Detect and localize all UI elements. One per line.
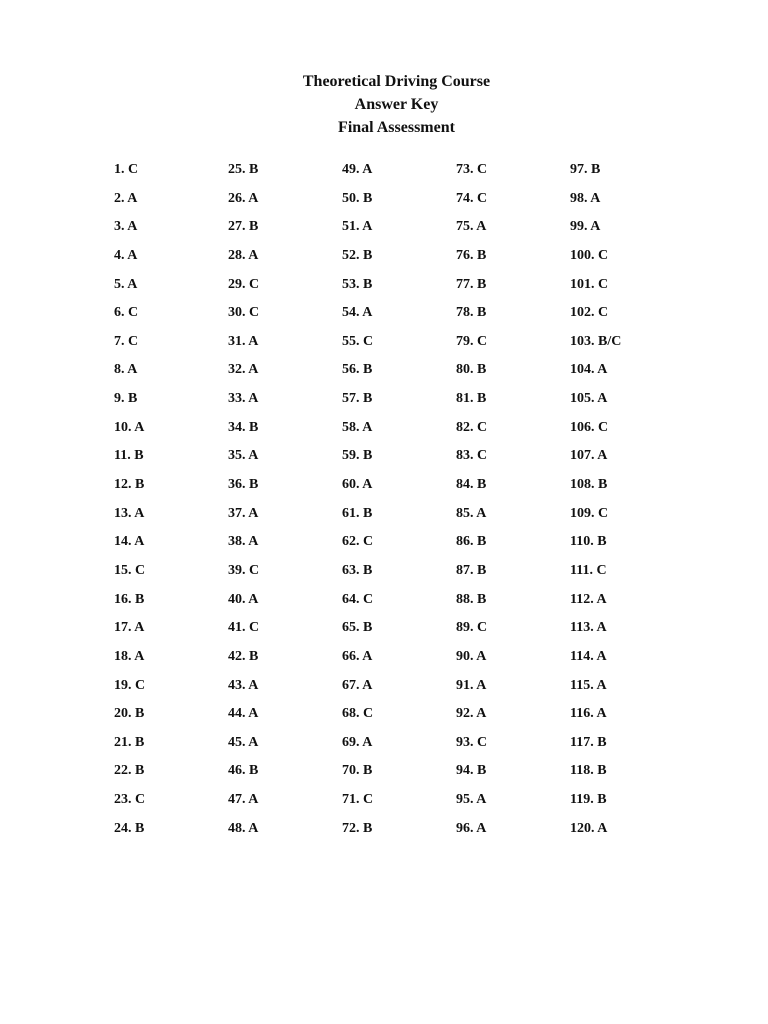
answer-item: 93. C	[456, 734, 488, 750]
answer-item: 46. B	[228, 763, 259, 779]
answer-item: 52. B	[342, 247, 373, 263]
answer-item: 84. B	[456, 477, 487, 493]
answer-item: 79. C	[456, 333, 488, 349]
answer-item: 73. C	[456, 162, 488, 177]
answer-item: 53. B	[342, 276, 373, 292]
answer-item: 86. B	[456, 534, 487, 550]
answer-item: 92. A	[456, 706, 487, 722]
answer-item: 63. B	[342, 562, 373, 578]
answer-item: 112. A	[570, 591, 607, 607]
answer-key-heading: Answer Key	[354, 96, 439, 113]
course-title: Theoretical Driving Course	[302, 73, 491, 90]
answer-item: 65. B	[342, 620, 373, 636]
answer-item: 69. A	[342, 734, 373, 750]
answer-item: 3. A	[114, 219, 138, 235]
answer-item: 99. A	[570, 219, 601, 235]
answer-item: 80. B	[456, 362, 487, 378]
answer-item: 96. A	[456, 820, 487, 836]
answer-item: 57. B	[342, 391, 373, 407]
answer-item: 6. C	[114, 305, 139, 321]
answer-item: 117. B	[570, 734, 607, 750]
answer-item: 38. A	[228, 534, 259, 550]
answer-item: 87. B	[456, 562, 487, 578]
answer-item: 31. A	[228, 333, 259, 349]
answer-item: 118. B	[570, 763, 607, 779]
answer-item: 44. A	[228, 706, 259, 722]
answer-item: 89. C	[456, 620, 488, 636]
answer-item: 119. B	[570, 792, 607, 808]
answer-item: 29. C	[228, 276, 260, 292]
answer-item: 70. B	[342, 763, 373, 779]
answer-item: 1. C	[114, 162, 139, 177]
answer-item: 94. B	[456, 763, 487, 779]
answer-item: 40. A	[228, 591, 259, 607]
answer-item: 114. A	[570, 648, 607, 664]
answer-item: 23. C	[114, 792, 146, 808]
answer-item: 30. C	[228, 305, 260, 321]
answer-item: 72. B	[342, 820, 373, 836]
answer-column-3	[342, 158, 452, 845]
answer-item: 107. A	[570, 448, 608, 464]
answer-item: 25. B	[228, 162, 259, 177]
answer-item: 59. B	[342, 448, 373, 464]
answer-item: 33. A	[228, 391, 259, 407]
answer-item: 14. A	[114, 534, 145, 550]
answer-item: 22. B	[114, 763, 145, 779]
answer-item: 101. C	[570, 276, 609, 292]
answer-item: 61. B	[342, 505, 373, 521]
answer-item: 50. B	[342, 190, 373, 206]
answer-item: 28. A	[228, 247, 259, 263]
answer-item: 13. A	[114, 505, 145, 521]
answer-item: 104. A	[570, 362, 608, 378]
document-title	[0, 70, 768, 139]
answer-item: 17. A	[114, 620, 145, 636]
answer-item: 60. A	[342, 477, 373, 493]
answer-item: 42. B	[228, 648, 259, 664]
answer-item: 45. A	[228, 734, 259, 750]
answer-item: 26. A	[228, 190, 259, 206]
answer-item: 5. A	[114, 276, 138, 292]
answer-item: 27. B	[228, 219, 259, 235]
answer-column-4	[456, 158, 566, 845]
answer-item: 32. A	[228, 362, 259, 378]
answer-item: 19. C	[114, 677, 146, 693]
answer-item: 54. A	[342, 305, 373, 321]
answer-item: 11. B	[114, 448, 144, 464]
answer-item: 36. B	[228, 477, 259, 493]
answer-item: 98. A	[570, 190, 601, 206]
answer-item: 67. A	[342, 677, 373, 693]
answer-item: 120. A	[570, 820, 608, 836]
answer-item: 74. C	[456, 190, 488, 206]
assessment-subtitle: Final Assessment	[338, 119, 455, 136]
answer-item: 103. B/C	[570, 333, 622, 349]
answer-item: 15. C	[114, 562, 146, 578]
answer-item: 4. A	[114, 247, 138, 263]
answer-item: 10. A	[114, 419, 145, 435]
answer-item: 116. A	[570, 706, 607, 722]
answer-item: 39. C	[228, 562, 260, 578]
answer-item: 8. A	[114, 362, 138, 378]
answer-item: 90. A	[456, 648, 487, 664]
answer-item: 48. A	[228, 820, 259, 836]
answer-item: 12. B	[114, 477, 145, 493]
answer-item: 34. B	[228, 419, 259, 435]
answer-grid	[0, 158, 768, 848]
answer-item: 64. C	[342, 591, 374, 607]
answer-item: 105. A	[570, 391, 608, 407]
answer-item: 110. B	[570, 534, 607, 550]
answer-item: 88. B	[456, 591, 487, 607]
answer-item: 41. C	[228, 620, 260, 636]
answer-item: 37. A	[228, 505, 259, 521]
answer-item: 35. A	[228, 448, 259, 464]
answer-item: 83. C	[456, 448, 488, 464]
answer-item: 77. B	[456, 276, 487, 292]
answer-item: 75. A	[456, 219, 487, 235]
answer-item: 56. B	[342, 362, 373, 378]
answer-item: 21. B	[114, 734, 145, 750]
answer-item: 20. B	[114, 706, 145, 722]
answer-column-5	[570, 158, 680, 845]
answer-item: 51. A	[342, 219, 373, 235]
answer-item: 18. A	[114, 648, 145, 664]
answer-item: 68. C	[342, 706, 374, 722]
answer-item: 71. C	[342, 792, 374, 808]
answer-item: 2. A	[114, 190, 138, 206]
answer-item: 43. A	[228, 677, 259, 693]
answer-item: 97. B	[570, 162, 601, 177]
answer-item: 113. A	[570, 620, 607, 636]
answer-item: 111. C	[570, 562, 607, 578]
answer-item: 24. B	[114, 820, 145, 836]
answer-item: 95. A	[456, 792, 487, 808]
answer-item: 108. B	[570, 477, 608, 493]
answer-item: 115. A	[570, 677, 607, 693]
answer-item: 66. A	[342, 648, 373, 664]
answer-item: 62. C	[342, 534, 374, 550]
answer-item: 16. B	[114, 591, 145, 607]
answer-item: 82. C	[456, 419, 488, 435]
answer-item: 58. A	[342, 419, 373, 435]
answer-item: 100. C	[570, 247, 609, 263]
answer-item: 91. A	[456, 677, 487, 693]
answer-item: 81. B	[456, 391, 487, 407]
answer-item: 106. C	[570, 419, 609, 435]
answer-item: 55. C	[342, 333, 374, 349]
answer-item: 7. C	[114, 333, 139, 349]
answer-item: 9. B	[114, 391, 138, 407]
answer-item: 85. A	[456, 505, 487, 521]
answer-item: 109. C	[570, 505, 609, 521]
answer-item: 102. C	[570, 305, 609, 321]
answer-item: 47. A	[228, 792, 259, 808]
answer-item: 78. B	[456, 305, 487, 321]
answer-column-2	[228, 158, 338, 845]
answer-item: 76. B	[456, 247, 487, 263]
answer-item: 49. A	[342, 162, 373, 177]
answer-column-1	[114, 158, 224, 845]
